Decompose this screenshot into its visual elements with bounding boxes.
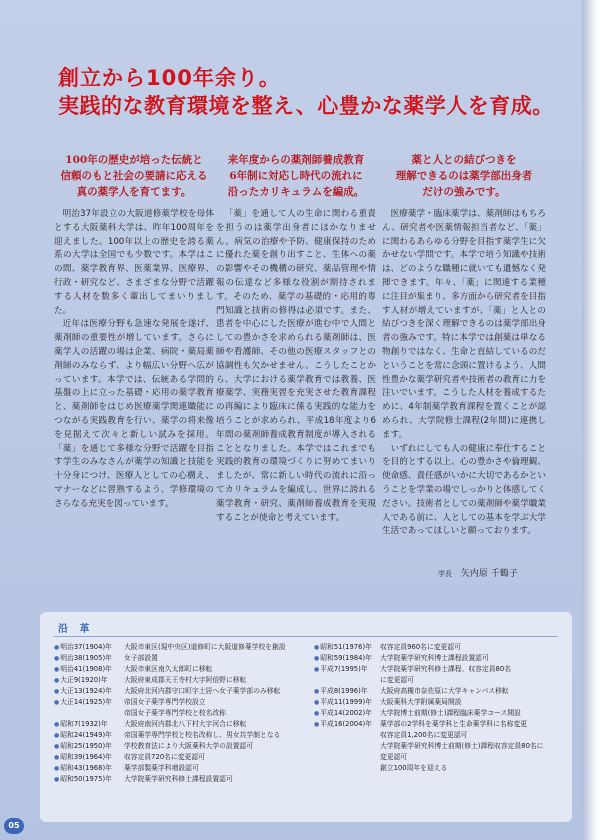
history-row bbox=[54, 642, 316, 653]
history-date bbox=[314, 730, 380, 741]
history-row bbox=[314, 686, 564, 697]
column-history-tradition bbox=[54, 152, 214, 512]
history-row bbox=[314, 730, 564, 741]
headline bbox=[58, 64, 568, 120]
history-row bbox=[54, 730, 316, 741]
page-number: 05 bbox=[4, 818, 24, 834]
history-date: ● 大正9(1920)年 bbox=[54, 675, 124, 686]
history-event: 大学院薬学研究科修士課程設置認可 bbox=[124, 775, 233, 783]
history-event: 創立100周年を迎える bbox=[380, 764, 448, 772]
history-event: 学校教育法により大阪薬科大学の設置認可 bbox=[124, 742, 254, 750]
history-row bbox=[54, 664, 316, 675]
history-date: ● 平成8(1996)年 bbox=[314, 686, 380, 697]
history-date: ● 平成7(1995)年 bbox=[314, 664, 380, 675]
history-date: ● 大正14(1925)年 bbox=[54, 697, 124, 708]
history-row bbox=[314, 752, 564, 763]
history-date bbox=[314, 752, 380, 763]
history-date: ● 明治38(1905)年 bbox=[54, 653, 124, 664]
history-row bbox=[54, 653, 316, 664]
history-row bbox=[54, 686, 316, 697]
history-date: ● 昭和50(1975)年 bbox=[54, 774, 124, 785]
history-event: 大阪府北河内郡守口町字土居へ女子薬学部のみ移転 bbox=[124, 687, 281, 695]
history-row bbox=[314, 719, 564, 730]
history-event: 収容定員960名に変更認可 bbox=[380, 643, 461, 651]
history-event: 女子部設置 bbox=[124, 654, 158, 662]
history-event: 薬学部の2学科を薬学科と生命薬学科に名称変更 bbox=[380, 720, 528, 728]
history-event: 帝国薬学専門学校と校名改称し、男女共学制となる bbox=[124, 731, 281, 739]
history-date: ● 明治41(1908)年 bbox=[54, 664, 124, 675]
signature-name: 矢内原 千鶴子 bbox=[460, 569, 518, 579]
headline-line-1: 創立から100年余り。 bbox=[58, 66, 281, 90]
history-row bbox=[314, 708, 564, 719]
history-date: ● 平成16(2004)年 bbox=[314, 719, 380, 730]
history-row bbox=[314, 763, 564, 774]
history-row bbox=[54, 774, 316, 785]
history-date: ● 昭和43(1968)年 bbox=[54, 763, 124, 774]
history-divider bbox=[54, 636, 558, 637]
page-edge bbox=[582, 0, 600, 840]
history-event: 収容定員1,200名に変更認可 bbox=[380, 731, 468, 739]
history-row bbox=[314, 741, 564, 752]
history-row bbox=[54, 763, 316, 774]
history-row bbox=[54, 719, 316, 730]
history-row bbox=[54, 741, 316, 752]
history-event: 帝国女子薬学専門学校設立 bbox=[124, 698, 206, 706]
column-paragraph: 明治37年設立の大阪道修薬学校を母体とする大阪薬科大学は、昨年100周年を迎えました。100年以上の歴史を誇る薬系の大学は全国でも少数です。本学はこの間、薬学教育界、医薬業界、医療界、行政・研究など、さまざまな分野で活躍する人材を数多く輩出してまいりました。 bbox=[54, 209, 214, 316]
history-event: 大学院薬学研究科博士前期(修士)課程収容定員80名に bbox=[380, 742, 544, 750]
column-paragraph: いずれにしても人の健康に奉仕することを目的とする以上、心の豊かさや倫理観、使命感、責任感がいかに大切であるかということを学業の場でしっかりと体感してください。技術者としての薬剤師や薬学職業人である前に、人としての基本を学ぶ大学生活であってほしいと願っております。 bbox=[382, 443, 546, 537]
column-paragraph: 「薬」を通して人の生命に関わる重責を担うのは薬学出身者にほかなりません。病気の治療や予防、健康保持のために優れた薬を創り出すこと、生体への薬の影響やその機構の研究、薬品管理や情報の伝達など多様な役割が期待されます。そのため、薬学の基礎的・応用的専門知識と技術の修得は必須です。また、患者を中心にした医療が進む中で人間としての豊かさを求められる薬剤師は、医師や看護師、その他の医療スタッフとの協調性も欠かせません。こうしたことから、大学における薬学教育では教養、医療薬学、実務実習を充実させた教育課程の再編により臨床に係る実践的な能力を培うことが求められ、平成18年度より6年間の薬剤師養成教育制度が導入されることとなりました。本学ではこれまでも実践的教育の環境づくりに努めてまいりましたが、常に新しい時代の流れに沿ってカリキュラムを編成し、世界に誇れる薬学教育・研究、薬剤師養成教育を実現することが使命と考えています。 bbox=[216, 209, 376, 523]
history-date: ● 昭和39(1964)年 bbox=[54, 752, 124, 763]
history-event: に変更認可 bbox=[380, 676, 414, 684]
history-date: ● 昭和7(1932)年 bbox=[54, 719, 124, 730]
history-date bbox=[54, 708, 124, 719]
history-row bbox=[54, 708, 316, 719]
column-heading: 薬と人との結びつきを 理解できるのは薬学部出身者 だけの強みです。 bbox=[395, 154, 533, 198]
history-event: 大学院薬学研究科博士課程設置認可 bbox=[380, 654, 489, 662]
history-box bbox=[40, 612, 572, 822]
history-date: ● 昭和51(1976)年 bbox=[314, 642, 380, 653]
history-list-right bbox=[314, 642, 564, 774]
history-event: 大阪市東区(現中央区)道修町に大阪道修薬学校を創設 bbox=[124, 643, 286, 651]
history-date bbox=[314, 763, 380, 774]
history-event: 変更認可 bbox=[380, 753, 408, 761]
history-row bbox=[54, 752, 316, 763]
history-event: 大阪府東成郡天王寺村大字阿倍野に移転 bbox=[124, 676, 247, 684]
history-event: 大阪薬科大学附属薬局開設 bbox=[380, 698, 462, 706]
history-row bbox=[314, 653, 564, 664]
history-date: ● 明治37(1904)年 bbox=[54, 642, 124, 653]
history-date bbox=[314, 675, 380, 686]
history-row bbox=[314, 642, 564, 653]
history-row bbox=[54, 697, 316, 708]
president-signature bbox=[438, 566, 518, 579]
history-date: ● 昭和59(1984)年 bbox=[314, 653, 380, 664]
column-paragraph: 医療薬学・臨床薬学は、薬剤師はもちろん、研究者や医薬情報担当者など、「薬」に関わるあらゆる分野を目指す薬学生に欠かせない学問です。本学で培う知識や技術は、どのような職種に就いても遺憾なく発揮できます。年々、「薬」に関連する業種に注目が集まり、多方面から研究者を目指す人材が増えていますが、「薬」と人との結びつきを深く理解できるのは薬学部出身者の強みです。特に本学では創薬は単なる物創りではなく、生命と直結しているのだということを常に念頭に置けるよう、人間性豊かな薬学研究者や技術者の教育に力を注いでいます。こうした人材を養成するために、4年制薬学教育課程を置くことが認められ、大学院修士課程(2年間)に連携します。 bbox=[382, 209, 546, 440]
column-heading: 100年の歴史が培った伝統と 信頼のもと社会の要請に応える 真の薬学人を育てます。 bbox=[60, 154, 208, 198]
history-event: 大学院薬学研究科修士課程、収容定員80名 bbox=[380, 665, 511, 673]
history-event: 収容定員720名に変更認可 bbox=[124, 753, 205, 761]
column-paragraph: 近年は医療分野も急速な発展を遂げ、薬剤師の重要性が増しています。さらに薬学人の活躍の場は企業、病院・薬局薬剤師のみならず、より幅広い分野へ広がっています。本学では、伝統ある学問的基盤の上に立った基礎・応用の薬学教育と、薬剤師をはじめ医療薬学関連職能につながる実践教育を行い、薬学の将来像を見据えて次々と新しい試みを採用。「薬」を通じて多様な分野で活躍を目指す学生のみなさんが薬学の知識と技能を十分身につけ、医療人としての心構え、マナーなどに習熟するよう、学修環境のさらなる充実を図っています。 bbox=[54, 319, 214, 509]
history-date: ● 平成14(2002)年 bbox=[314, 708, 380, 719]
history-date: ● 大正13(1924)年 bbox=[54, 686, 124, 697]
history-title: 沿 革 bbox=[58, 624, 94, 635]
history-list-left bbox=[54, 642, 316, 785]
history-event: 大学院博士前期(修士)課程臨床薬学コース開設 bbox=[380, 709, 521, 717]
history-date bbox=[314, 741, 380, 752]
history-row bbox=[54, 675, 316, 686]
headline-line-2: 実践的な教育環境を整え、心豊かな薬学人を育成。 bbox=[58, 94, 554, 118]
history-row bbox=[314, 675, 564, 686]
history-event: 帝国女子薬学専門学校と校名改称 bbox=[124, 709, 226, 717]
signature-role: 学長 bbox=[438, 570, 452, 578]
history-event: 薬学部製薬学科増設認可 bbox=[124, 764, 199, 772]
column-heading: 来年度からの薬剤師養成教育 6年制に対応し時代の流れに 沿ったカリキュラムを編成。 bbox=[227, 154, 365, 198]
history-event: 大阪府南河内郡北八下村大字河合に移転 bbox=[124, 720, 247, 728]
history-date: ● 昭和24(1949)年 bbox=[54, 730, 124, 741]
column-pharmacy-strength bbox=[382, 152, 546, 539]
history-date: ● 昭和25(1950)年 bbox=[54, 741, 124, 752]
column-six-year-curriculum bbox=[216, 152, 376, 525]
history-event: 大阪府高槻市奈佐原に大学キャンパス移転 bbox=[380, 687, 509, 695]
history-row bbox=[314, 697, 564, 708]
history-date: ● 平成11(1999)年 bbox=[314, 697, 380, 708]
history-row bbox=[314, 664, 564, 675]
history-event: 大阪市東区南久太郎町に移転 bbox=[124, 665, 213, 673]
